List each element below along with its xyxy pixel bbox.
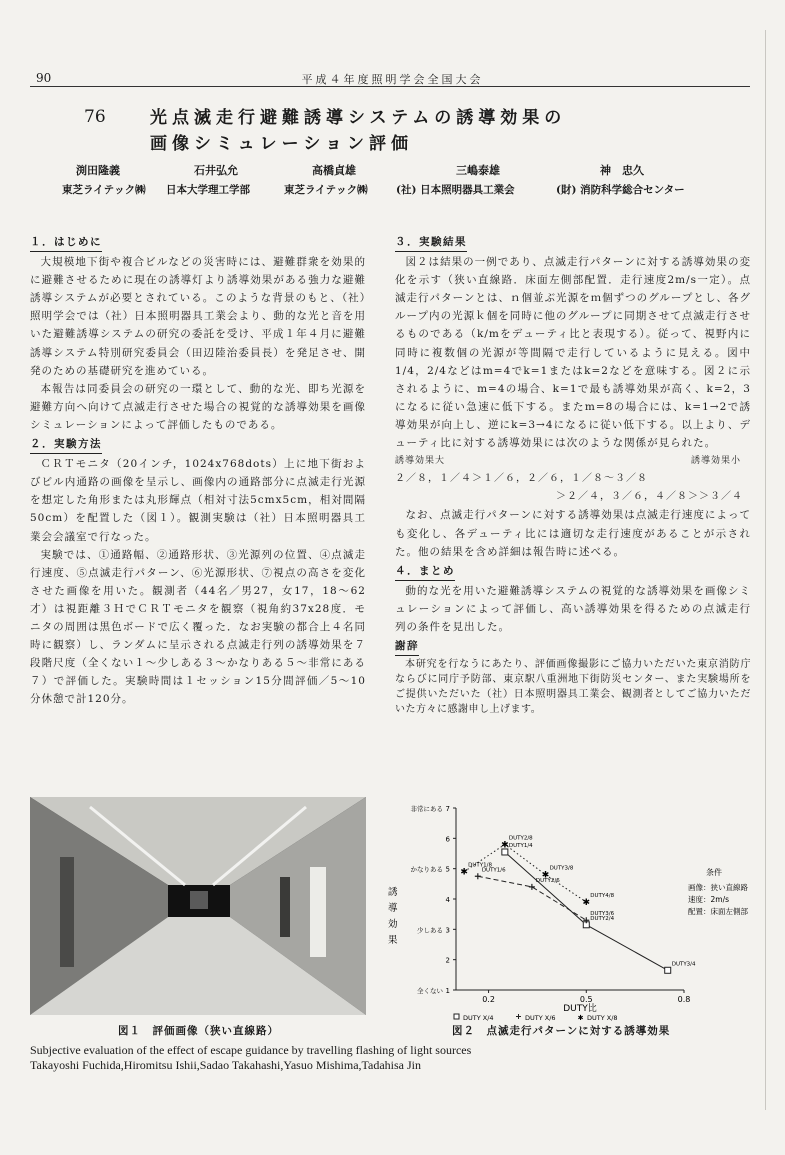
- paper-number: 76: [84, 107, 106, 127]
- data-label: DUTY4/8: [590, 893, 615, 900]
- author-2: 石井弘允: [194, 164, 238, 177]
- data-point: [665, 967, 671, 973]
- title-line-1: 光点滅走行避難誘導システムの誘導効果の: [150, 108, 567, 128]
- data-label: DUTY2/4: [590, 915, 615, 922]
- x-tick-label: 0.2: [482, 995, 495, 1004]
- acknowledgement-text: 本研究を行なうにあたり、評価画像撮影にご協力いただいた東京消防庁ならびに同庁予防部、東京駅八重洲地下街防災センター、また実験場所をご提供いただいた（社）日本照明器具工業会、観測者としてご協力いただいた方々に感謝申し上げます。: [395, 659, 751, 716]
- section-1-heading: １．はじめに: [30, 233, 102, 252]
- section-3-paragraph-2: なお、点滅走行パターンに対する誘導効果は点滅走行速度によっても変化し、各デューティ比には適切な走行速度があることが示された。他の結果を含め詳細は報告時に述べる。: [395, 509, 751, 558]
- relation-label-high: 誘導効果大: [395, 456, 446, 467]
- y-scale-label: 少しある: [417, 926, 443, 935]
- section-2-paragraph-2: 実験では、①通路幅、②通路形状、③光源列の位置、④点滅走行速度、⑤点滅走行パターン、⑥光源形状、⑦視点の高さを変化させた画像を用いた。観測者（44名／男27，女17，18～62才）は視距離３ＨでＣＲＴモニタを観察（視角約37x28度．モニタの周囲は黒色ボードで広く覆った．なお実験の都合上４名同時に観察）し、ランダムに呈示される点滅走行列の誘導効果を７段階尺度（全くない１～少しある３～かなりある５～非常にある７）で評価した。実験時間は１セッション15分間評価／5～10分休憩で計120分。: [30, 548, 366, 706]
- data-label: DUTY2/8: [508, 835, 533, 842]
- section-4-paragraph-1: 動的な光を用いた避難誘導システムの視覚的な誘導効果を画像シミュレーションによって評価し、高い誘導効果を得るための点滅走行列の条件を見出した。: [395, 584, 751, 633]
- y-tick-label: 3: [445, 926, 450, 935]
- section-2-paragraph-1: ＣＲＴモニタ（20インチ，1024x768dots）上に地下街およびビル内通路の画像を呈示し、画像内の通路部分に点滅走行光源を想定した角形または丸形輝点（相対寸法5cmx5cm，相対間隔50cm）を配置した（図１）。観測実験は（社）日本照明器具工業会会議室で行なった。: [30, 458, 366, 543]
- y-scale-label: 全くない: [417, 987, 443, 995]
- duty-ratio-chart: [384, 800, 754, 1028]
- legend-marker: [516, 1014, 521, 1019]
- y-scale-label: かなりある: [410, 865, 443, 874]
- conditions-heading: 条件: [706, 868, 722, 877]
- affiliation-1: 東芝ライテック㈱: [62, 184, 146, 196]
- data-point: ✱: [460, 867, 468, 878]
- data-label: DUTY3/4: [671, 961, 696, 968]
- series-line: [478, 876, 586, 920]
- section-2-heading: ２．実験方法: [30, 435, 102, 454]
- condition-item: 速度：2m/s: [688, 895, 730, 904]
- section-3-heading: ３．実験結果: [395, 233, 467, 252]
- english-authors: Takayoshi Fuchida,Hiromitsu Ishii,Sadao Takahashi,Yasuo Mishima,Tadahisa Jin: [30, 1058, 422, 1072]
- affiliation-5: (財) 消防科学総合センター: [556, 184, 685, 196]
- right-column: [395, 232, 751, 717]
- author-5: 神 忠久: [600, 164, 644, 177]
- legend-label: DUTY X/4: [463, 1014, 494, 1022]
- data-point: [475, 873, 481, 879]
- y-scale-label: 非常にある: [410, 805, 443, 813]
- condition-item: 配置：床面左側部: [688, 907, 748, 916]
- author-3: 高橋貞雄: [312, 164, 356, 177]
- figure-2-caption: 図２ 点滅走行パターンに対する誘導効果: [452, 1025, 671, 1037]
- y-tick-label: 4: [445, 896, 450, 904]
- legend-label: DUTY X/6: [525, 1014, 556, 1022]
- legend-marker: [454, 1014, 459, 1019]
- series-line: [505, 852, 668, 970]
- x-tick-label: 0.8: [677, 995, 691, 1004]
- conference-header: 平成４年度照明学会全国大会: [301, 73, 484, 86]
- acknowledgement-heading: 謝辞: [395, 637, 419, 656]
- left-column: [30, 232, 366, 708]
- title-line-2: 画像シミュレーション評価: [150, 134, 413, 154]
- author-4: 三嶋泰雄: [456, 164, 500, 177]
- corridor-photo: [30, 797, 366, 1015]
- y-tick-label: 5: [445, 865, 450, 874]
- header-rule: [30, 86, 750, 87]
- figure-1-caption: 図１ 評価画像（狭い直線路）: [118, 1025, 279, 1037]
- x-tick-label: 0.5: [579, 995, 593, 1004]
- data-label: DUTY1/4: [508, 842, 533, 849]
- legend-marker: ✱: [577, 1014, 584, 1022]
- y-tick-label: 2: [445, 956, 450, 965]
- paper-title: [150, 105, 566, 157]
- y-tick-label: 6: [445, 835, 450, 844]
- data-point: ✱: [582, 898, 591, 909]
- data-label: DUTY3/8: [549, 865, 574, 872]
- relation-labels: [395, 452, 751, 470]
- data-point: ✱: [501, 840, 509, 851]
- affiliation-2: 日本大学理工学部: [166, 184, 250, 196]
- section-1-paragraph-1: 大規模地下街や複合ビルなどの災害時には、避難群衆を効果的に避難させるために現在の誘導灯より誘導効果がある強力な避難誘導システムが必要とされている。このような背景のもと、（社）照明学会では（社）日本照明器具工業会より、動的な光と音を用いた避難誘導システムの研究の委託を受け、平成１年４月に避難誘導システム特別研究委員会（田辺陸治委員長）を発足させ、開発のための基礎研究を進めている。: [30, 256, 366, 377]
- data-point: [529, 884, 535, 890]
- y-axis-label-char: 効: [388, 919, 398, 930]
- page-edge-line: [765, 30, 766, 1110]
- english-title: Subjective evaluation of the effect of escape guidance by travelling flashing of light sources: [30, 1043, 472, 1057]
- condition-item: 画像：狭い直線路: [688, 883, 748, 892]
- section-1-paragraph-2: 本報告は同委員会の研究の一環として、動的な光、即ち光源を避難方向へ向けて点滅走行させた場合の視覚的な誘導効果を画像シミュレーションによって評価したものである。: [30, 382, 366, 431]
- y-tick-label: 1: [445, 987, 450, 995]
- affiliation-4: (社) 日本照明器具工業会: [396, 184, 515, 196]
- y-axis-label-char: 導: [388, 903, 398, 914]
- legend-label: DUTY X/8: [587, 1014, 618, 1022]
- page-number: 90: [36, 71, 52, 85]
- data-label: DUTY3/6: [590, 911, 615, 918]
- y-axis-label-char: 果: [388, 935, 398, 946]
- y-axis-label-char: 誘: [388, 887, 398, 898]
- data-point: ✱: [541, 870, 550, 881]
- relation-line-2: ＞２／４，３／６，４／８＞＞３／４: [556, 491, 743, 503]
- corridor-image: [30, 797, 366, 1015]
- y-tick-label: 7: [445, 805, 450, 813]
- section-4-heading: ４．まとめ: [395, 562, 455, 581]
- data-label: DUTY1/8: [468, 862, 492, 869]
- relation-label-low: 誘導効果小: [690, 456, 741, 467]
- data-label: DUTY1/6: [481, 867, 506, 874]
- author-1: 渕田隆義: [76, 164, 120, 177]
- relation-line-1: ２／８，１／４＞１／６，２／６，１／８～３／８: [395, 473, 648, 485]
- x-axis-label: DUTY比: [563, 1004, 597, 1014]
- data-label: DUTY2/6: [535, 877, 560, 884]
- section-3-paragraph-1: 図２は結果の一例であり、点滅走行パターンに対する誘導効果の変化を示す（狭い直線路．床面左側部配置．走行速度2m/s一定）。点滅走行パターンとは、ｎ個並ぶ光源をｍ個ずつのグループとし、各グループ内の光源ｋ個を同時に他のグループに同期させて点滅走行させるものである（k/mをデューティ比と表現する）。従って、視野内に同時に複数個の光源が等間隔で走行しているように見える。図中1/4，2/4などはm=4でk=1またはk=2などを意味する。図２に示されるように、m=4の場合、k=1で最も誘導効果が高く、k=2，3になるに従い急速に低下する。またm=8の場合には、k=1→2で誘導効果が向上し、逆にk=3→4になるに従い低下する。以上より、デューティ比に対する誘導効果には次のような関係が見られた。: [395, 256, 751, 450]
- affiliation-3: 東芝ライテック㈱: [284, 184, 368, 196]
